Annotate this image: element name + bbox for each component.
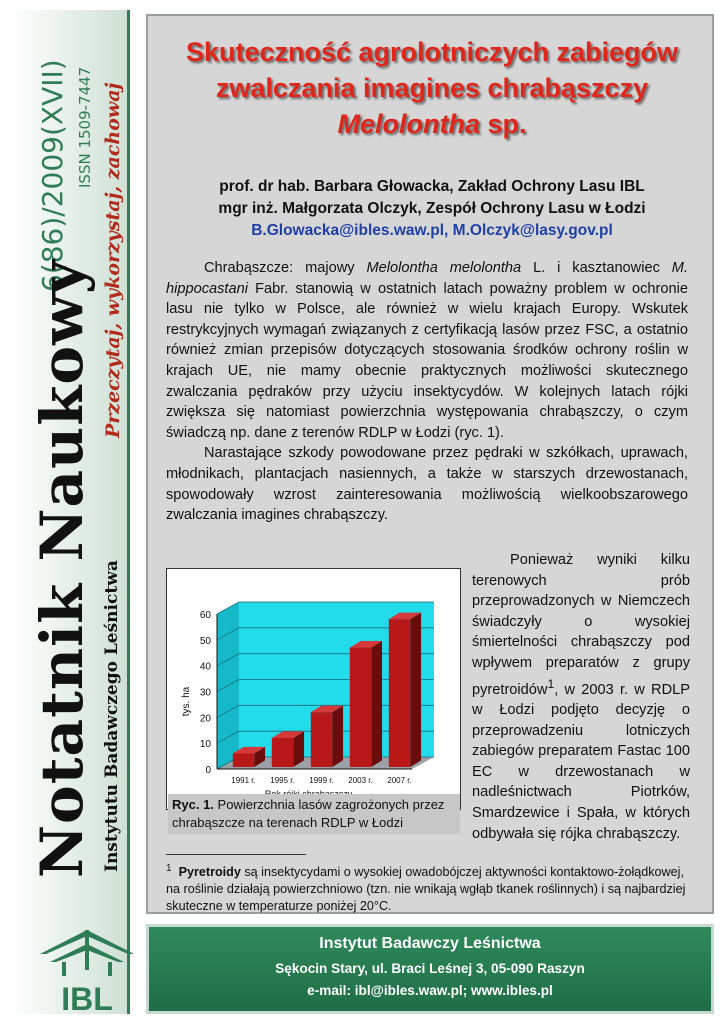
author-1: prof. dr hab. Barbara Głowacka, Zakład Ochrony Lasu IBL bbox=[219, 178, 645, 195]
journal-title: Notatnik Naukowy bbox=[28, 259, 96, 878]
journal-subtitle: Instytutu Badawczego Leśnictwa bbox=[102, 560, 122, 872]
paragraph-1: Chrabąszcze: majowy Melolontha melolontha L. i kasztanowiec M. hippocastani Fabr. stanowią w ostatnich latach poważny problem w ochronie lasu nie tylko w Polsce, ale również w wielu krajach Europy. Wskutek restrykcyjnych wymagań związanych z certyfikacją lasów przez FSC, a ostatnio również zmian przepisów dotyczących stosowania środków ochrony roślin w krajach UE, nie mamy obecnie praktycznych możliwości skutecznego zwalczania pędraków przy użyciu insektycydów. W kolejnych latach rójki zwiększa się natomiast powierzchnia występowania chrabąszczy, o czym świadczą np. dane z terenów RDLP w Łodzi (ryc. 1). bbox=[166, 260, 688, 441]
footer-institute: Instytut Badawczy Leśnictwa bbox=[319, 935, 541, 952]
y-tick-label: 40 bbox=[199, 661, 211, 673]
y-tick-label: 60 bbox=[199, 610, 211, 621]
y-tick-label: 30 bbox=[199, 687, 211, 699]
footer-address: Sękocin Stary, ul. Braci Leśnej 3, 05-090 Raszyn bbox=[275, 961, 585, 976]
footer bbox=[146, 924, 714, 1014]
x-tick-label: 2003 r. bbox=[348, 776, 373, 785]
y-tick-label: 10 bbox=[199, 739, 211, 751]
footer-contact[interactable]: e-mail: ibl@ibles.waw.pl; www.ibles.pl bbox=[307, 983, 553, 998]
x-tick-label: 1991 r. bbox=[231, 776, 256, 785]
paragraph-2: Narastające szkody powodowane przez pędraki w szkółkach, uprawach, młodnikach, plantacjach nasiennych, a także w starszych drzewostanach, spowodowały wzrost zainteresowania możliwością wielkoobszarowego zwalczania imagines chrabąszczy. bbox=[166, 445, 688, 524]
bar bbox=[233, 754, 254, 768]
issn: ISSN 1509-7447 bbox=[76, 66, 94, 188]
authors bbox=[158, 176, 706, 242]
motto: Przeczytaj, wykorzystaj, zachowaj bbox=[102, 82, 124, 438]
bar bbox=[272, 738, 293, 767]
footnote-divider bbox=[166, 854, 306, 855]
article-panel bbox=[146, 14, 714, 914]
bar bbox=[350, 648, 371, 767]
bar-side bbox=[332, 706, 343, 767]
x-tick-label: 2007 r. bbox=[387, 776, 412, 785]
figure-chart bbox=[166, 568, 461, 810]
figure-caption: Ryc. 1. Powierzchnia lasów zagrożonych przez chrabąszcze na terenach RDLP w Łodzi bbox=[168, 794, 460, 834]
footnote: $^1$ Pyretroidy są insektycydami o wysokiej owadobójczej aktywności kontaktowo-żołądkowej, na roślinie działają powierzchniowo (tzn. nie wnikają wgłąb tkanek roślinnych) i są najbardziej skuteczne w temperaturze poniżej 20°C. bbox=[166, 863, 686, 914]
article-body bbox=[166, 258, 688, 526]
x-tick-label: 1999 r. bbox=[309, 776, 334, 785]
y-tick-label: 0 bbox=[205, 765, 211, 776]
bar-side bbox=[371, 641, 382, 767]
sidebar bbox=[10, 10, 130, 1017]
author-2: mgr inż. Małgorzata Olczyk, Zespół Ochrony Lasu w Łodzi bbox=[218, 200, 646, 217]
x-tick-label: 1995 r. bbox=[270, 776, 295, 785]
bar bbox=[389, 619, 410, 767]
ibl-logo-icon bbox=[32, 910, 142, 1020]
bar-side bbox=[410, 613, 421, 767]
y-tick-label: 50 bbox=[199, 635, 211, 647]
issue-number: 6(86)/2009(XVII) bbox=[36, 59, 69, 292]
bar-chart bbox=[167, 569, 460, 809]
author-emails[interactable]: B.Glowacka@ibles.waw.pl, M.Olczyk@lasy.gov.pl bbox=[251, 222, 613, 239]
y-tick-label: 20 bbox=[199, 713, 211, 725]
logo-text: IBL bbox=[61, 981, 113, 1017]
paragraph-3: Ponieważ wyniki kilku terenowych prób przeprowadzonych w Niemczech świadczyły o wysokiej śmiertelności chrabąszczy pod wpływem preparatów z grupy pyretroidów$^1$, w 2003 r. w RDLP w Łodzi podjęto decyzję o przeprowadzeniu lotniczych zabiegów preparatem Fastac 100 EC w drzewostanach w nadleśnictwach Piotrków, Smardzewice i Spała, w których odbywała się rójka chrabąszczy. bbox=[472, 552, 690, 842]
bar bbox=[311, 712, 332, 767]
y-axis-label: tys. ha bbox=[181, 686, 192, 717]
article-title: Skuteczność agrolotniczych zabiegów zwalczania imagines chrabąszczy Melolontha sp. bbox=[185, 37, 679, 139]
